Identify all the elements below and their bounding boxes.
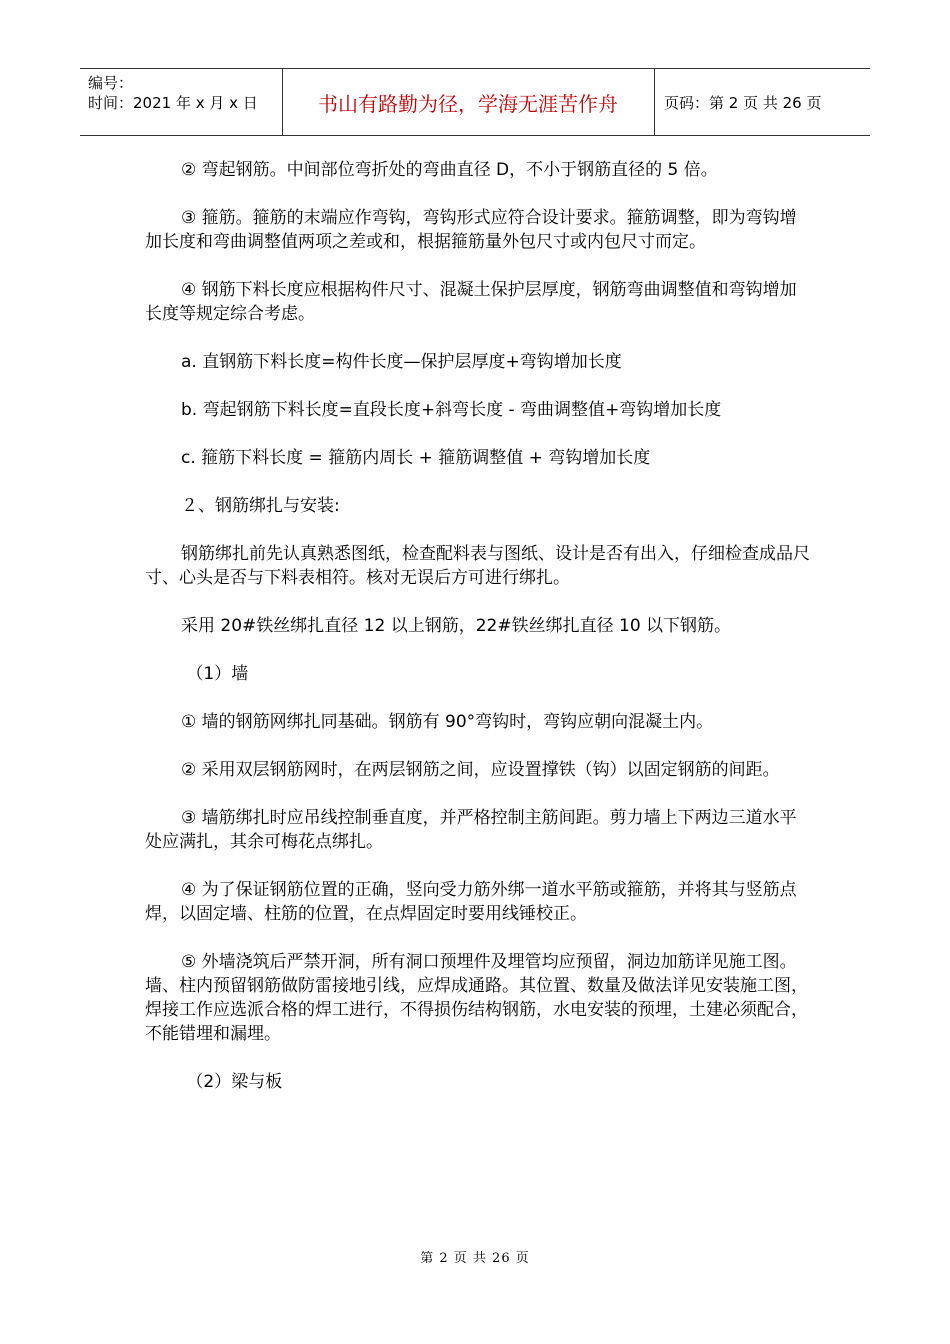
paragraph-wall-3: ③ 墙筋绑扎时应吊线控制垂直度，并严格控制主筋间距。剪力墙上下两边三道水平处应满扎，其余可梅花点绑扎。 <box>145 808 797 852</box>
section-heading-binding: ２、钢筋绑扎与安装: <box>181 496 340 516</box>
header-divider-right <box>654 69 655 135</box>
header-motto: 书山有路勤为径，学海无涯苦作舟 <box>318 91 618 116</box>
paragraph-bent-rebar: ② 弯起钢筋。中间部位弯折处的弯曲直径 D，不小于钢筋直径的 5 倍。 <box>181 160 718 180</box>
paragraph-wall-4: ④ 为了保证钢筋位置的正确，竖向受力筋外绑一道水平筋或箍筋，并将其与竖筋点焊，以固定墙、柱筋的位置，在点焊固定时要用线锤校正。 <box>145 880 797 924</box>
formula-stirrup: c. 箍筋下料长度 = 箍筋内周长 + 箍筋调整值 + 弯钩增加长度 <box>181 448 651 468</box>
formula-straight-rebar: a. 直钢筋下料长度=构件长度—保护层厚度+弯钩增加长度 <box>181 352 622 372</box>
document-date-label: 时间：2021 年 x 月 x 日 <box>88 94 258 112</box>
paragraph-stirrup: ③ 箍筋。箍筋的末端应作弯钩，弯钩形式应符合设计要求。箍筋调整，即为弯钩增加长度和弯曲调整值两项之差或和，根据箍筋量外包尺寸或内包尺寸而定。 <box>145 208 797 252</box>
paragraph-cutting-length: ④ 钢筋下料长度应根据构件尺寸、混凝土保护层厚度，钢筋弯曲调整值和弯钩增加长度等规定综合考虑。 <box>145 280 797 324</box>
paragraph-binding-prep: 钢筋绑扎前先认真熟悉图纸，检查配料表与图纸、设计是否有出入，仔细检查成品尺寸、心头是否与下料表相符。核对无误后方可进行绑扎。 <box>145 544 810 588</box>
subheading-beam-slab: （2）梁与板 <box>181 1072 283 1092</box>
page-footer: 第 2 页 共 26 页 <box>420 1251 530 1266</box>
header-page-info: 页码：第 2 页 共 26 页 <box>664 93 822 112</box>
paragraph-wall-5: ⑤ 外墙浇筑后严禁开洞，所有洞口预埋件及埋管均应预留，洞边加筋详见施工图。墙、柱内预留钢筋做防雷接地引线，应焊成通路。其位置、数量及做法详见安装施工图，焊接工作应选派合格的焊工进行，不得损伤结构钢筋，水电安装的预埋，土建必须配合，不能错埋和漏埋。 <box>145 952 808 1044</box>
page-header <box>80 68 870 136</box>
formula-bent-rebar: b. 弯起钢筋下料长度=直段长度+斜弯长度 - 弯曲调整值+弯钩增加长度 <box>181 400 722 420</box>
document-number-label: 编号： <box>88 74 134 92</box>
header-meta <box>88 73 258 113</box>
paragraph-wall-2: ② 采用双层钢筋网时，在两层钢筋之间，应设置撑铁（钩）以固定钢筋的间距。 <box>181 760 780 780</box>
paragraph-wall-1: ① 墙的钢筋网绑扎同基础。钢筋有 90°弯钩时，弯钩应朝向混凝土内。 <box>181 712 714 732</box>
subheading-wall: （1）墙 <box>181 664 249 684</box>
document-body <box>145 158 810 1118</box>
paragraph-wire-usage: 采用 20#铁丝绑扎直径 12 以上钢筋，22#铁丝绑扎直径 10 以下钢筋。 <box>181 616 732 636</box>
